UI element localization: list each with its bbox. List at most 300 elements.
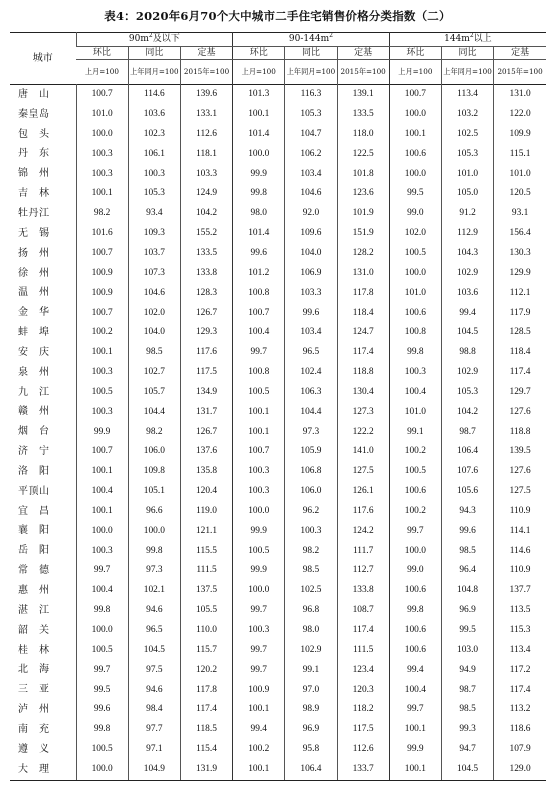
index-value: 102.0 — [389, 224, 441, 244]
index-value: 100.4 — [389, 680, 441, 700]
index-value: 100.3 — [233, 482, 285, 502]
table-body — [10, 85, 546, 781]
index-value: 104.5 — [441, 760, 493, 780]
subcolumn-header-row — [10, 47, 546, 60]
index-value: 96.2 — [285, 502, 337, 522]
index-value: 109.6 — [285, 224, 337, 244]
index-value: 100.6 — [389, 641, 441, 661]
index-value: 135.8 — [180, 462, 232, 482]
index-value: 99.4 — [233, 720, 285, 740]
index-value: 117.6 — [337, 502, 389, 522]
index-value: 117.4 — [337, 343, 389, 363]
table-row — [10, 105, 546, 125]
index-value: 98.2 — [76, 204, 128, 224]
subcolumn-header: 同比 — [441, 47, 493, 60]
index-value: 99.4 — [441, 303, 493, 323]
index-value: 99.3 — [441, 720, 493, 740]
index-value: 105.3 — [285, 105, 337, 125]
index-value: 100.9 — [76, 264, 128, 284]
index-value: 117.8 — [337, 283, 389, 303]
index-value: 99.7 — [76, 561, 128, 581]
index-value: 124.7 — [337, 323, 389, 343]
index-value: 100.1 — [233, 422, 285, 442]
index-value: 127.5 — [494, 482, 546, 502]
city-name: 湛 江 — [18, 604, 50, 616]
index-value: 96.9 — [441, 601, 493, 621]
index-value: 107.9 — [494, 740, 546, 760]
index-value: 98.5 — [441, 700, 493, 720]
table-row — [10, 383, 546, 403]
table-row — [10, 363, 546, 383]
index-value: 100.1 — [389, 125, 441, 145]
base-header: 上年同月=100 — [285, 60, 337, 85]
index-value: 106.4 — [285, 760, 337, 780]
index-value: 96.9 — [285, 720, 337, 740]
index-value: 115.3 — [494, 621, 546, 641]
index-value: 103.4 — [285, 164, 337, 184]
index-value: 133.8 — [337, 581, 389, 601]
index-value: 94.6 — [128, 601, 180, 621]
city-name: 遵 义 — [18, 743, 50, 755]
city-name: 襄 阳 — [18, 525, 50, 537]
index-value: 100.1 — [233, 105, 285, 125]
table-row — [10, 323, 546, 343]
index-value: 128.3 — [180, 283, 232, 303]
index-value: 98.5 — [285, 561, 337, 581]
index-value: 113.4 — [494, 641, 546, 661]
index-value: 100.8 — [233, 363, 285, 383]
table-row — [10, 601, 546, 621]
index-value: 156.4 — [494, 224, 546, 244]
index-value: 100.3 — [233, 621, 285, 641]
index-value: 133.1 — [180, 105, 232, 125]
table-row — [10, 502, 546, 522]
base-header: 2015年=100 — [337, 60, 389, 85]
index-value: 101.3 — [233, 85, 285, 105]
index-value: 103.0 — [441, 641, 493, 661]
index-value: 100.6 — [389, 303, 441, 323]
index-value: 124.2 — [337, 522, 389, 542]
index-value: 100.3 — [76, 145, 128, 165]
index-value: 115.7 — [180, 641, 232, 661]
index-value: 112.9 — [441, 224, 493, 244]
index-value: 99.8 — [76, 601, 128, 621]
index-value: 118.0 — [337, 125, 389, 145]
index-value: 100.2 — [389, 502, 441, 522]
index-value: 102.5 — [441, 125, 493, 145]
index-value: 99.0 — [389, 204, 441, 224]
index-value: 133.5 — [337, 105, 389, 125]
index-value: 100.0 — [389, 264, 441, 284]
index-value: 100.1 — [76, 462, 128, 482]
index-value: 106.1 — [128, 145, 180, 165]
index-value: 99.6 — [441, 522, 493, 542]
index-value: 105.6 — [441, 482, 493, 502]
index-value: 100.1 — [233, 403, 285, 423]
index-value: 131.0 — [337, 264, 389, 284]
table-row — [10, 442, 546, 462]
table-row — [10, 244, 546, 264]
index-value: 108.7 — [337, 601, 389, 621]
index-value: 100.0 — [233, 502, 285, 522]
city-name: 韶 关 — [18, 624, 50, 636]
city-name: 泉 州 — [18, 366, 50, 378]
index-value: 127.3 — [337, 403, 389, 423]
index-value: 105.3 — [128, 184, 180, 204]
index-value: 106.3 — [285, 383, 337, 403]
city-name: 烟 台 — [18, 426, 50, 438]
index-value: 118.6 — [494, 720, 546, 740]
index-value: 107.3 — [128, 264, 180, 284]
index-value: 94.7 — [441, 740, 493, 760]
index-value: 122.0 — [494, 105, 546, 125]
index-value: 100.1 — [76, 502, 128, 522]
city-name: 泸 州 — [18, 704, 50, 716]
index-value: 99.7 — [233, 641, 285, 661]
index-value: 98.7 — [441, 680, 493, 700]
index-value: 112.1 — [494, 283, 546, 303]
subcolumn-header: 同比 — [128, 47, 180, 60]
index-value: 103.3 — [180, 164, 232, 184]
index-value: 97.0 — [285, 680, 337, 700]
index-value: 104.0 — [128, 323, 180, 343]
index-value: 151.9 — [337, 224, 389, 244]
index-value: 102.0 — [128, 303, 180, 323]
index-value: 117.8 — [180, 680, 232, 700]
index-value: 118.4 — [494, 343, 546, 363]
index-value: 109.3 — [128, 224, 180, 244]
index-value: 100.0 — [389, 541, 441, 561]
city-column-header: 城市 — [32, 52, 53, 64]
city-name: 九 江 — [18, 386, 50, 398]
table-row — [10, 641, 546, 661]
city-name: 平顶山 — [18, 485, 50, 497]
index-value: 99.7 — [233, 343, 285, 363]
index-value: 127.6 — [494, 462, 546, 482]
index-value: 100.0 — [233, 145, 285, 165]
index-value: 100.0 — [389, 164, 441, 184]
index-value: 105.3 — [441, 383, 493, 403]
index-value: 103.6 — [128, 105, 180, 125]
index-value: 99.1 — [389, 422, 441, 442]
index-value: 139.6 — [180, 85, 232, 105]
index-value: 111.5 — [337, 641, 389, 661]
index-value: 121.1 — [180, 522, 232, 542]
city-name: 大 理 — [10, 760, 76, 780]
price-index-table — [10, 32, 546, 781]
index-value: 101.0 — [389, 403, 441, 423]
index-value: 104.6 — [128, 283, 180, 303]
index-value: 100.5 — [76, 641, 128, 661]
index-value: 100.6 — [389, 482, 441, 502]
index-value: 112.6 — [337, 740, 389, 760]
index-value: 99.7 — [76, 660, 128, 680]
index-value: 106.2 — [285, 145, 337, 165]
index-value: 99.6 — [233, 244, 285, 264]
index-value: 100.1 — [389, 760, 441, 780]
index-value: 106.8 — [285, 462, 337, 482]
index-value: 96.5 — [128, 621, 180, 641]
index-value: 99.8 — [76, 720, 128, 740]
index-value: 133.5 — [180, 244, 232, 264]
index-value: 100.2 — [76, 323, 128, 343]
group-header-medium: $90-144m^2$ — [233, 33, 390, 47]
index-value: 100.0 — [76, 621, 128, 641]
index-value: 99.7 — [233, 601, 285, 621]
index-value: 100.3 — [76, 403, 128, 423]
table-row — [10, 422, 546, 442]
index-value: 104.7 — [285, 125, 337, 145]
index-value: 104.4 — [128, 403, 180, 423]
index-value: 106.0 — [285, 482, 337, 502]
index-value: 96.5 — [285, 343, 337, 363]
index-value: 107.6 — [441, 462, 493, 482]
index-value: 118.8 — [494, 422, 546, 442]
table-row — [10, 303, 546, 323]
index-value: 100.3 — [76, 164, 128, 184]
index-value: 102.4 — [285, 363, 337, 383]
index-value: 99.7 — [233, 660, 285, 680]
index-value: 98.5 — [441, 541, 493, 561]
index-value: 128.2 — [337, 244, 389, 264]
index-value: 99.5 — [76, 680, 128, 700]
index-value: 100.7 — [76, 244, 128, 264]
subcolumn-header: 环比 — [233, 47, 285, 60]
index-value: 105.5 — [180, 601, 232, 621]
index-value: 104.4 — [285, 403, 337, 423]
index-value: 98.7 — [441, 422, 493, 442]
base-header-row — [10, 60, 546, 85]
index-value: 101.0 — [76, 105, 128, 125]
index-value: 102.3 — [128, 125, 180, 145]
index-value: 98.5 — [128, 343, 180, 363]
index-value: 110.9 — [494, 502, 546, 522]
index-value: 109.8 — [128, 462, 180, 482]
index-value: 101.0 — [389, 283, 441, 303]
index-value: 99.4 — [389, 660, 441, 680]
index-value: 100.5 — [233, 541, 285, 561]
index-value: 123.6 — [337, 184, 389, 204]
index-value: 103.3 — [285, 283, 337, 303]
index-value: 99.0 — [389, 561, 441, 581]
index-value: 100.1 — [76, 184, 128, 204]
city-name: 牡丹江 — [18, 207, 50, 219]
index-value: 104.5 — [441, 323, 493, 343]
index-value: 98.2 — [128, 422, 180, 442]
index-value: 101.2 — [233, 264, 285, 284]
index-value: 100.8 — [233, 283, 285, 303]
base-header: 上月=100 — [84, 66, 119, 76]
index-value: 114.6 — [494, 541, 546, 561]
index-value: 100.0 — [128, 522, 180, 542]
index-value: 116.3 — [285, 85, 337, 105]
index-value: 100.5 — [76, 383, 128, 403]
table-row — [10, 482, 546, 502]
city-name: 宜 昌 — [18, 505, 50, 517]
city-name: 北 海 — [18, 664, 50, 676]
index-value: 94.6 — [128, 680, 180, 700]
table-row — [10, 184, 546, 204]
index-value: 100.7 — [76, 303, 128, 323]
index-value: 100.6 — [389, 581, 441, 601]
index-value: 100.3 — [128, 164, 180, 184]
index-value: 137.6 — [180, 442, 232, 462]
index-value: 103.2 — [441, 105, 493, 125]
subcolumn-header: 定基 — [180, 47, 232, 60]
index-value: 99.1 — [285, 660, 337, 680]
index-value: 104.6 — [285, 184, 337, 204]
index-value: 119.0 — [180, 502, 232, 522]
table-row — [10, 680, 546, 700]
index-value: 100.1 — [389, 720, 441, 740]
index-value: 130.4 — [337, 383, 389, 403]
index-value: 117.2 — [494, 660, 546, 680]
index-value: 118.4 — [337, 303, 389, 323]
index-value: 104.2 — [180, 204, 232, 224]
subcolumn-header: 定基 — [337, 47, 389, 60]
index-value: 104.5 — [128, 641, 180, 661]
index-value: 118.1 — [180, 145, 232, 165]
index-value: 113.4 — [441, 85, 493, 105]
index-value: 120.5 — [494, 184, 546, 204]
index-value: 100.3 — [76, 363, 128, 383]
index-value: 104.2 — [441, 403, 493, 423]
city-name: 徐 州 — [18, 267, 50, 279]
index-value: 100.0 — [76, 125, 128, 145]
index-value: 120.4 — [180, 482, 232, 502]
table-row — [10, 581, 546, 601]
subcolumn-header: 定基 — [494, 47, 546, 60]
city-name: 南 充 — [18, 723, 50, 735]
index-value: 100.2 — [389, 442, 441, 462]
table-row — [10, 462, 546, 482]
city-name: 济 宁 — [18, 446, 50, 458]
index-value: 100.4 — [233, 323, 285, 343]
index-value: 105.7 — [128, 383, 180, 403]
city-name: 扬 州 — [18, 247, 50, 259]
index-value: 96.6 — [128, 502, 180, 522]
city-name: 蚌 埠 — [18, 327, 50, 339]
subcolumn-header: 同比 — [285, 47, 337, 60]
table-row — [10, 164, 546, 184]
index-value: 102.1 — [128, 581, 180, 601]
index-value: 104.3 — [441, 244, 493, 264]
index-value: 99.5 — [389, 184, 441, 204]
index-value: 99.9 — [76, 422, 128, 442]
index-value: 126.1 — [337, 482, 389, 502]
index-value: 104.8 — [441, 581, 493, 601]
index-value: 128.5 — [494, 323, 546, 343]
index-value: 99.8 — [233, 184, 285, 204]
index-value: 127.5 — [337, 462, 389, 482]
index-value: 100.7 — [76, 85, 128, 105]
index-value: 115.5 — [180, 541, 232, 561]
index-value: 113.2 — [494, 700, 546, 720]
index-value: 99.9 — [389, 740, 441, 760]
index-value: 100.0 — [76, 522, 128, 542]
index-value: 100.9 — [76, 283, 128, 303]
index-value: 98.0 — [285, 621, 337, 641]
index-value: 100.4 — [76, 482, 128, 502]
base-header: 上年同月=100 — [128, 60, 180, 85]
city-name: 岳 阳 — [18, 545, 50, 557]
index-value: 111.7 — [337, 541, 389, 561]
index-value: 98.2 — [285, 541, 337, 561]
index-value: 109.9 — [494, 125, 546, 145]
index-value: 100.0 — [389, 105, 441, 125]
subcolumn-header: 环比 — [76, 47, 128, 60]
index-value: 94.9 — [441, 660, 493, 680]
index-value: 141.0 — [337, 442, 389, 462]
index-value: 115.4 — [180, 740, 232, 760]
table-row — [10, 264, 546, 284]
index-value: 103.4 — [285, 323, 337, 343]
subcolumn-header: 环比 — [389, 47, 441, 60]
index-value: 118.5 — [180, 720, 232, 740]
index-value: 117.4 — [180, 700, 232, 720]
index-value: 100.5 — [233, 383, 285, 403]
index-value: 98.8 — [441, 343, 493, 363]
index-value: 93.4 — [128, 204, 180, 224]
city-name: 赣 州 — [18, 406, 50, 418]
index-value: 100.3 — [389, 363, 441, 383]
index-value: 100.6 — [389, 145, 441, 165]
index-value: 95.8 — [285, 740, 337, 760]
index-value: 100.1 — [76, 343, 128, 363]
index-value: 101.0 — [494, 164, 546, 184]
city-name: 无 锡 — [18, 227, 50, 239]
index-value: 103.6 — [441, 283, 493, 303]
index-value: 97.7 — [128, 720, 180, 740]
index-value: 117.5 — [180, 363, 232, 383]
city-name: 三 亚 — [18, 684, 50, 696]
table-row — [10, 343, 546, 363]
index-value: 103.7 — [128, 244, 180, 264]
index-value: 113.5 — [494, 601, 546, 621]
group-header-large: $144m^2$以上 — [389, 33, 546, 47]
city-name: 锦 州 — [18, 168, 50, 180]
index-value: 100.7 — [233, 442, 285, 462]
index-value: 100.1 — [233, 760, 285, 780]
index-value: 129.7 — [494, 383, 546, 403]
index-value: 104.0 — [285, 244, 337, 264]
index-value: 102.9 — [441, 363, 493, 383]
base-header: 2015年=100 — [180, 60, 232, 85]
index-value: 99.9 — [233, 522, 285, 542]
index-value: 93.1 — [494, 204, 546, 224]
index-value: 112.6 — [180, 125, 232, 145]
table-row — [10, 145, 546, 165]
table-row — [10, 204, 546, 224]
index-value: 117.4 — [337, 621, 389, 641]
index-value: 100.4 — [76, 581, 128, 601]
index-value: 99.8 — [389, 601, 441, 621]
index-value: 99.6 — [76, 700, 128, 720]
table-row — [10, 621, 546, 641]
index-value: 102.7 — [128, 363, 180, 383]
index-value: 114.1 — [494, 522, 546, 542]
index-value: 100.7 — [389, 85, 441, 105]
index-value: 100.5 — [389, 244, 441, 264]
base-header: 上月=100 — [389, 60, 441, 85]
index-value: 100.0 — [233, 581, 285, 601]
table-row — [10, 561, 546, 581]
index-value: 139.5 — [494, 442, 546, 462]
table-row — [10, 125, 546, 145]
index-value: 131.7 — [180, 403, 232, 423]
index-value: 133.7 — [337, 760, 389, 780]
index-value: 124.9 — [180, 184, 232, 204]
